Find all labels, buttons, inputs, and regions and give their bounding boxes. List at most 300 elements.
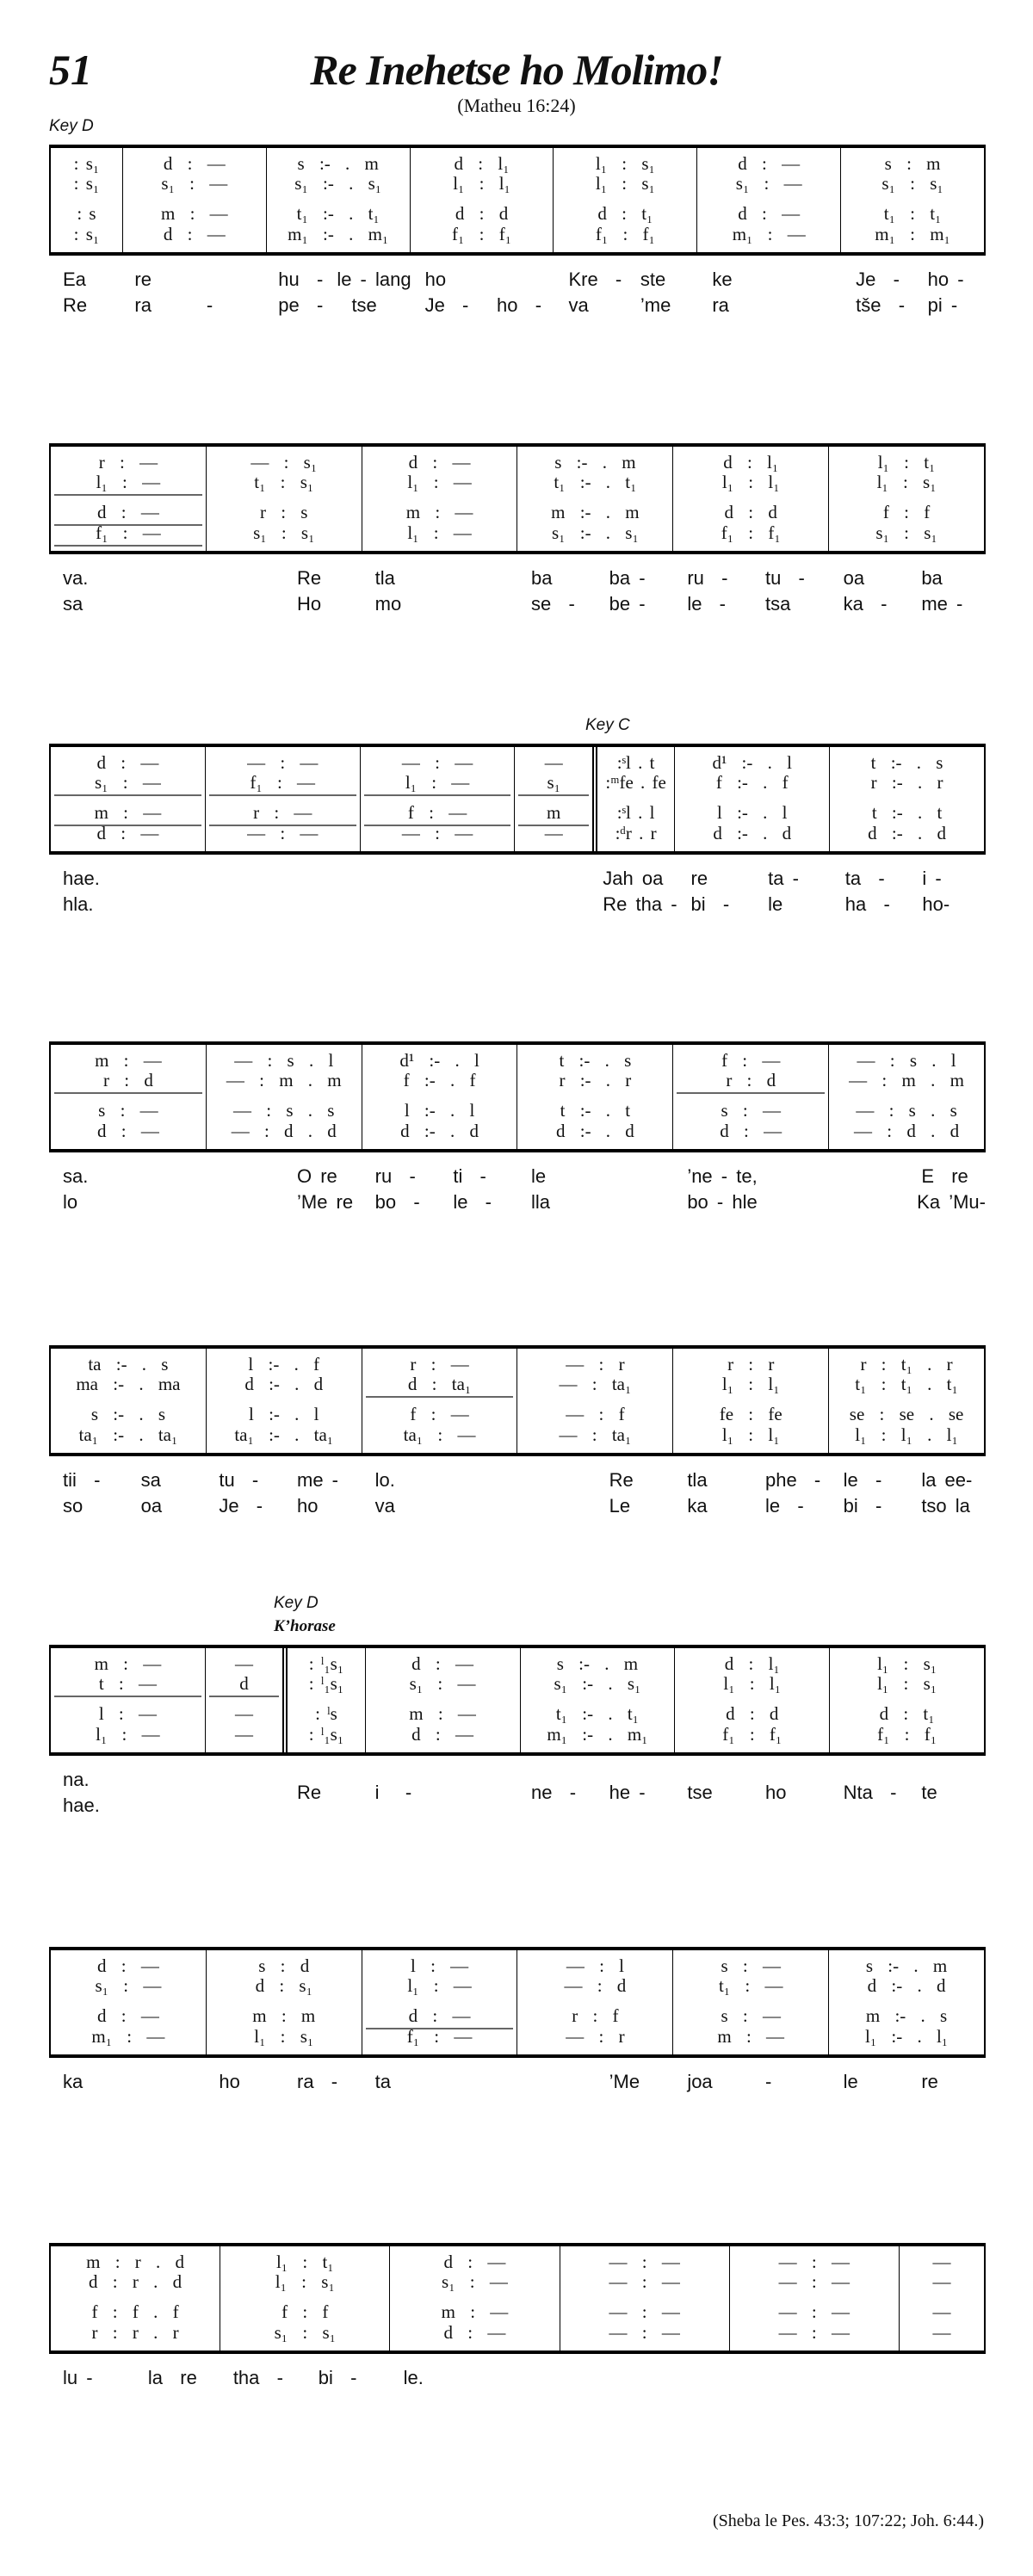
soprano-notes: l₁ : s₁ xyxy=(595,153,655,174)
lyric-syllable xyxy=(439,1496,517,1522)
tenor-notes: l :- . l xyxy=(716,802,788,823)
measure-cell xyxy=(51,1349,206,1453)
lyric-syllable xyxy=(770,269,842,295)
lyric-cell xyxy=(730,2368,900,2394)
footer-references: (Sheba le Pes. 43:3; 107:22; Joh. 6:44.) xyxy=(713,2511,984,2530)
lyric-syllable xyxy=(512,894,590,920)
lyric-line xyxy=(517,1166,673,1192)
soprano-notes: d¹ :- . l xyxy=(399,1050,479,1071)
lyric-syllable: tii - xyxy=(63,1469,101,1491)
alto-notes: s₁ : — xyxy=(161,173,228,194)
lyric-line xyxy=(205,1782,283,1795)
lyric-line xyxy=(830,1496,986,1522)
lyric-syllable xyxy=(127,2072,206,2097)
lyric-cell xyxy=(390,2368,560,2394)
lyric-line xyxy=(362,1770,517,1782)
lyric-line xyxy=(830,2072,986,2097)
lyric-syllable xyxy=(203,868,281,894)
lyric-syllable: ra xyxy=(712,294,729,316)
lyric-syllable xyxy=(439,1795,517,1808)
soprano-notes: d : l₁ xyxy=(723,452,779,473)
lyric-syllable: tse xyxy=(687,1782,713,1803)
system-staff xyxy=(49,744,986,855)
score-system xyxy=(49,1041,986,1218)
soprano-notes: : ˡ₁s₁ xyxy=(308,1653,344,1674)
measure-cell xyxy=(360,747,515,851)
alto-notes: l₁ : l₁ xyxy=(721,1374,780,1394)
lyric-cell xyxy=(830,1166,986,1218)
bass-notes: — : r xyxy=(566,2026,625,2047)
soprano-notes: : s₁ xyxy=(73,153,100,174)
lyrics-block xyxy=(49,2072,986,2097)
lyric-cell xyxy=(832,868,986,920)
bass-notes: ta₁ :- . ta₁ xyxy=(234,1424,334,1445)
lyric-line xyxy=(205,1496,361,1522)
tenor-notes: d : — xyxy=(96,2005,159,2026)
tenor-notes: s : — xyxy=(98,1100,158,1121)
lyric-syllable: le - xyxy=(764,1495,804,1517)
tenor-notes: — : — xyxy=(778,2301,851,2322)
tenor-notes: t :- . t xyxy=(871,802,943,823)
soprano-notes: — : — xyxy=(401,752,473,773)
tenor-notes: — : f xyxy=(566,1404,625,1424)
lyric-cell xyxy=(362,1770,517,1808)
lyric-syllable: bi - xyxy=(843,1495,882,1517)
lyric-syllable xyxy=(596,1795,674,1808)
measure-cell xyxy=(592,747,674,851)
lyric-line xyxy=(830,1470,986,1496)
alto-notes: s₁ : s₁ xyxy=(881,173,943,194)
tenor-notes: — : s . s xyxy=(233,1100,335,1121)
lyric-line xyxy=(49,1795,205,1816)
lyric-line xyxy=(203,894,357,920)
alto-notes: l₁ : — xyxy=(407,472,472,492)
bass-notes: m₁ :- . m₁ xyxy=(547,1724,648,1745)
lyric-cell xyxy=(49,568,205,620)
measure-cell xyxy=(516,1045,672,1149)
measure-cell xyxy=(51,148,122,252)
tenor-notes: — xyxy=(235,1703,254,1724)
bass-notes: d : — xyxy=(720,1121,782,1141)
bass-notes: d : — xyxy=(163,224,226,244)
bass-notes: l₁ : l₁ xyxy=(721,1424,780,1445)
lyric-syllable: so xyxy=(63,1495,84,1517)
lyric-line xyxy=(203,868,357,894)
lyric-line xyxy=(205,1470,361,1496)
alto-notes: s₁ :- . s₁ xyxy=(294,173,382,194)
measure-cell xyxy=(206,1349,362,1453)
lyric-cell xyxy=(673,568,829,620)
lyric-cell xyxy=(900,2368,986,2394)
lyrics-block xyxy=(49,1470,986,1522)
score-system xyxy=(49,1345,986,1522)
lyric-syllable: Je - xyxy=(856,269,900,290)
tenor-notes: m : m xyxy=(252,2005,316,2026)
lyric-cell xyxy=(205,1470,361,1522)
lyric-syllable xyxy=(830,1770,908,1782)
bass-notes: : ˡ₁s₁ xyxy=(308,1724,344,1745)
lyric-syllable xyxy=(483,269,554,295)
lyric-line xyxy=(830,1782,986,1803)
measure-cell xyxy=(410,148,554,252)
tenor-notes: m xyxy=(518,803,588,826)
lyric-line xyxy=(49,2072,205,2097)
lyric-line xyxy=(49,594,205,620)
alto-notes: d :- . d xyxy=(244,1374,324,1394)
lyric-syllable: le xyxy=(768,893,783,915)
measure-cell xyxy=(696,148,840,252)
lyric-cell xyxy=(49,868,203,920)
lyric-syllable: va xyxy=(374,1495,395,1517)
bass-notes: f₁ : f₁ xyxy=(722,1724,782,1745)
alto-notes: d :- . d xyxy=(867,1975,946,1996)
lyric-syllable xyxy=(830,1192,904,1218)
tenor-notes: t₁ :- . t₁ xyxy=(296,203,380,224)
alto-notes: s₁ : — xyxy=(735,173,802,194)
alto-notes: l₁ : s₁ xyxy=(595,173,655,194)
bass-notes: f₁ : f₁ xyxy=(452,224,512,244)
bass-notes: — : — xyxy=(247,823,319,843)
lyric-line xyxy=(411,295,555,321)
tenor-notes: d : t₁ xyxy=(597,203,653,224)
lyric-line xyxy=(560,2368,730,2394)
lyric-syllable: joa xyxy=(687,2071,713,2092)
lyric-line xyxy=(49,2368,220,2394)
lyric-syllable: sa xyxy=(63,593,84,615)
lyric-syllable: ra xyxy=(134,294,152,316)
lyric-syllable xyxy=(205,1166,283,1192)
lyric-syllable: ’Me xyxy=(609,2071,640,2092)
system-staff xyxy=(49,1645,986,1756)
lyric-syllable: be - xyxy=(609,593,646,615)
lyric-cell xyxy=(677,868,832,920)
soprano-notes: — : s . l xyxy=(857,1050,956,1071)
lyric-line xyxy=(362,1795,517,1808)
lyric-syllable: lu - xyxy=(63,2367,93,2388)
lyric-cell xyxy=(560,2368,730,2394)
tenor-notes: m : — xyxy=(54,803,201,826)
lyric-syllable xyxy=(752,1795,830,1808)
soprano-notes: l :- . f xyxy=(248,1354,320,1374)
alto-notes: s₁ : — xyxy=(95,1975,162,1996)
lyric-syllable: i - xyxy=(922,868,942,889)
tenor-notes: m :- . m xyxy=(551,502,640,522)
lyrics-block xyxy=(49,1769,986,1816)
alto-notes: l₁ : l₁ xyxy=(721,472,780,492)
lyric-cell xyxy=(554,269,698,321)
lyric-line xyxy=(517,594,673,620)
lyric-syllable: tu - xyxy=(764,567,805,589)
lyric-line xyxy=(205,1192,361,1218)
bass-notes: — : — xyxy=(778,2322,851,2343)
lyric-line xyxy=(673,1192,829,1218)
lyric-syllable: ta - xyxy=(768,868,799,889)
lyrics-block xyxy=(49,269,986,321)
soprano-notes: — : — xyxy=(609,2252,680,2272)
tenor-notes: t :- . t xyxy=(560,1100,631,1121)
lyric-syllable xyxy=(596,1192,674,1218)
lyric-syllable: oa xyxy=(843,567,865,589)
lyric-line xyxy=(673,594,829,620)
tenor-notes: d : d xyxy=(455,203,509,224)
alto-notes: t₁ : s₁ xyxy=(254,472,314,492)
lyric-syllable: Jah oa xyxy=(603,868,664,889)
tenor-notes: m : — xyxy=(409,1703,476,1724)
lyric-cell xyxy=(49,1166,205,1218)
soprano-notes: — : s₁ xyxy=(251,452,318,473)
lyric-line xyxy=(673,1770,829,1782)
lyric-syllable xyxy=(907,1795,986,1808)
alto-notes: d : s₁ xyxy=(255,1975,312,1996)
lyric-cell xyxy=(49,1470,205,1522)
system-staff xyxy=(49,1345,986,1456)
lyric-syllable: phe - xyxy=(764,1469,821,1491)
lyric-syllable xyxy=(127,594,206,620)
tenor-notes: — : s . s xyxy=(856,1100,957,1121)
lyric-line xyxy=(49,894,203,920)
bass-notes: f₁ : f₁ xyxy=(721,522,781,543)
lyric-syllable xyxy=(517,1496,596,1522)
lyric-line xyxy=(832,894,986,920)
lyric-syllable xyxy=(205,1782,283,1795)
lyric-syllable: me - xyxy=(921,593,963,615)
lyric-syllable xyxy=(439,2072,517,2097)
lyric-syllable: ru - xyxy=(687,567,728,589)
soprano-notes: d : — xyxy=(738,153,801,174)
alto-notes: l₁ : — xyxy=(54,473,202,496)
lyric-cell xyxy=(842,269,986,321)
soprano-notes: d : — xyxy=(96,752,159,773)
tenor-notes: : s xyxy=(77,203,96,224)
lyric-syllable: Re tha - xyxy=(603,893,677,915)
lyric-syllable: Je - xyxy=(424,294,469,316)
lyric-cell xyxy=(830,2072,986,2097)
lyric-cell xyxy=(673,1470,829,1522)
lyric-cell xyxy=(673,1166,829,1218)
bass-notes: f₁ : f₁ xyxy=(595,224,655,244)
lyric-line xyxy=(205,594,361,620)
bass-notes: — : d . d xyxy=(854,1121,960,1141)
lyric-syllable xyxy=(193,269,264,295)
lyric-syllable: ho xyxy=(765,1782,787,1803)
alto-notes: l₁ : l₁ xyxy=(723,1673,782,1694)
soprano-notes: f : — xyxy=(721,1050,781,1071)
lyric-cell xyxy=(205,2072,361,2097)
lyric-syllable: le - lang xyxy=(337,269,411,290)
bass-notes: f₁ : — xyxy=(54,523,202,547)
lyric-syllable xyxy=(357,894,435,920)
lyric-line xyxy=(673,1782,829,1803)
lyric-syllable xyxy=(127,894,204,920)
hymn-number: 51 xyxy=(49,46,92,94)
tenor-notes: se : se . se xyxy=(849,1404,964,1424)
lyric-line xyxy=(220,2368,390,2394)
lyric-line xyxy=(512,894,590,920)
lyric-syllable: re xyxy=(690,868,708,889)
alto-notes: d : ta₁ xyxy=(366,1374,514,1398)
lyric-line xyxy=(554,269,698,295)
measure-cell xyxy=(122,148,266,252)
chorus-label: K’horase xyxy=(274,1617,336,1635)
tenor-notes: m :- . s xyxy=(865,2005,948,2026)
lyric-line xyxy=(205,1166,361,1192)
lyric-syllable: la ee- xyxy=(921,1469,973,1491)
lyric-syllable: na. xyxy=(63,1769,90,1790)
score-system xyxy=(49,145,986,321)
lyric-syllable xyxy=(281,868,358,894)
lyric-syllable xyxy=(127,868,204,894)
lyrics-block xyxy=(49,868,986,920)
lyric-line xyxy=(49,868,203,894)
lyric-line xyxy=(517,1795,673,1808)
lyric-syllable xyxy=(900,2368,986,2394)
measure-cell xyxy=(51,2246,220,2351)
lyric-syllable xyxy=(127,1782,206,1795)
tenor-notes: m : — xyxy=(405,502,473,522)
lyric-line xyxy=(517,1496,673,1522)
lyric-cell xyxy=(517,2072,673,2097)
lyric-line xyxy=(677,868,832,894)
tenor-notes: d : d xyxy=(724,502,777,522)
lyric-line xyxy=(517,1470,673,1496)
measure-cell xyxy=(206,447,362,551)
lyric-line xyxy=(390,2368,560,2394)
lyric-syllable: ba - xyxy=(609,567,646,589)
lyric-cell xyxy=(830,1770,986,1808)
tenor-notes: r : f xyxy=(572,2005,619,2026)
bass-notes: m₁ : — xyxy=(732,224,806,244)
lyric-syllable xyxy=(830,1166,908,1192)
lyric-syllable: tla xyxy=(687,1469,708,1491)
tenor-notes: r : — xyxy=(209,803,356,826)
lyric-line xyxy=(121,269,264,295)
lyric-syllable xyxy=(517,1795,596,1808)
lyric-syllable xyxy=(362,1770,440,1782)
soprano-notes: d : — xyxy=(96,1955,159,1976)
measure-cell xyxy=(365,1648,520,1752)
tenor-notes: l :- . l xyxy=(248,1404,319,1424)
lyric-line xyxy=(362,1166,517,1192)
lyric-syllable xyxy=(439,568,517,594)
bass-notes: d : — xyxy=(96,823,159,843)
bass-notes: s₁ : s₁ xyxy=(274,2322,336,2343)
lyric-cell xyxy=(283,1770,362,1808)
lyric-syllable: va xyxy=(568,294,589,316)
lyric-syllable: Re xyxy=(63,294,88,316)
lyric-syllable: ke xyxy=(712,269,733,290)
soprano-notes: — : l xyxy=(566,1955,624,1976)
alto-notes: s₁ : — xyxy=(442,2271,508,2292)
lyric-syllable: le. xyxy=(403,2367,424,2388)
lyric-cell xyxy=(49,269,121,321)
lyric-syllable xyxy=(283,1770,362,1782)
lyric-syllable: tha - xyxy=(232,2367,283,2388)
alto-notes: — : m . m xyxy=(849,1070,964,1090)
lyric-line xyxy=(357,894,511,920)
measure-cell xyxy=(672,447,828,551)
tenor-notes: t₁ : t₁ xyxy=(883,203,942,224)
alto-notes: d : r . d xyxy=(89,2271,182,2292)
measure-cell xyxy=(672,1950,828,2054)
lyric-syllable: ka - xyxy=(843,593,888,615)
lyric-syllable: mo xyxy=(374,593,402,615)
lyric-syllable xyxy=(205,1795,283,1808)
measure-cell xyxy=(266,148,410,252)
lyric-syllable: le - xyxy=(453,1191,492,1213)
lyric-syllable: - xyxy=(764,2071,772,2092)
measure-cell xyxy=(51,1648,205,1752)
lyric-cell xyxy=(203,868,357,920)
lyric-syllable xyxy=(439,1782,517,1795)
alto-notes: t₁ : t₁ . t₁ xyxy=(855,1374,958,1394)
lyric-syllable: Kre - xyxy=(568,269,622,290)
lyric-syllable xyxy=(439,1470,517,1496)
lyric-cell xyxy=(411,269,555,321)
lyric-syllable xyxy=(512,868,590,894)
lyric-line xyxy=(698,269,842,295)
soprano-notes: d : — xyxy=(163,153,226,174)
alto-notes: s₁ : — xyxy=(409,1673,476,1694)
tenor-notes: d : t₁ xyxy=(879,1703,935,1724)
lyric-syllable xyxy=(752,1770,830,1782)
soprano-notes: r : t₁ . r xyxy=(860,1354,953,1374)
tenor-notes: s : — xyxy=(721,2005,781,2026)
lyric-syllable: ru - xyxy=(374,1165,416,1187)
soprano-notes: — : — xyxy=(778,2252,851,2272)
lyric-syllable: ne - xyxy=(531,1782,577,1803)
measure-cell xyxy=(282,1648,364,1752)
lyric-syllable: ho xyxy=(424,269,447,290)
lyric-syllable: ka xyxy=(63,2071,84,2092)
alto-notes: t₁ :- . t₁ xyxy=(554,472,637,492)
tenor-notes: :ˢl . l xyxy=(616,802,655,823)
bass-notes: s₁ :- . s₁ xyxy=(551,522,639,543)
lyric-line xyxy=(49,1496,205,1522)
lyric-syllable xyxy=(205,1770,283,1782)
lyric-syllable xyxy=(281,894,358,920)
lyric-cell xyxy=(49,2368,220,2394)
alto-notes: t : — xyxy=(54,1674,201,1697)
lyric-syllable xyxy=(907,1770,986,1782)
soprano-notes: s : m xyxy=(884,153,941,174)
lyric-cell xyxy=(362,568,517,620)
lyric-line xyxy=(121,295,264,321)
lyric-syllable xyxy=(439,594,517,620)
lyric-syllable: pi - xyxy=(927,294,958,316)
tenor-notes: fe : fe xyxy=(719,1404,782,1424)
lyric-line xyxy=(49,1769,205,1790)
lyric-line xyxy=(517,1782,673,1803)
lyric-line xyxy=(730,2368,900,2394)
lyric-syllable xyxy=(673,1795,752,1808)
soprano-notes: m : r . d xyxy=(86,2252,185,2272)
lyric-syllable: O re xyxy=(297,1165,337,1187)
lyric-syllable xyxy=(475,2368,560,2394)
lyric-line xyxy=(49,269,121,295)
bass-notes: d :- . d xyxy=(555,1121,634,1141)
lyric-line xyxy=(49,1166,205,1192)
bass-notes: ta₁ :- . ta₁ xyxy=(78,1424,178,1445)
alto-notes: f :- . f xyxy=(715,772,789,793)
tenor-notes: — : — xyxy=(609,2301,680,2322)
measure-cell xyxy=(206,1045,362,1149)
measure-cell xyxy=(828,1950,984,2054)
lyric-syllable xyxy=(517,1470,596,1496)
lyric-line xyxy=(832,868,986,894)
lyric-line xyxy=(673,1470,829,1496)
lyric-line xyxy=(49,1192,205,1218)
lyric-cell xyxy=(49,2072,205,2097)
